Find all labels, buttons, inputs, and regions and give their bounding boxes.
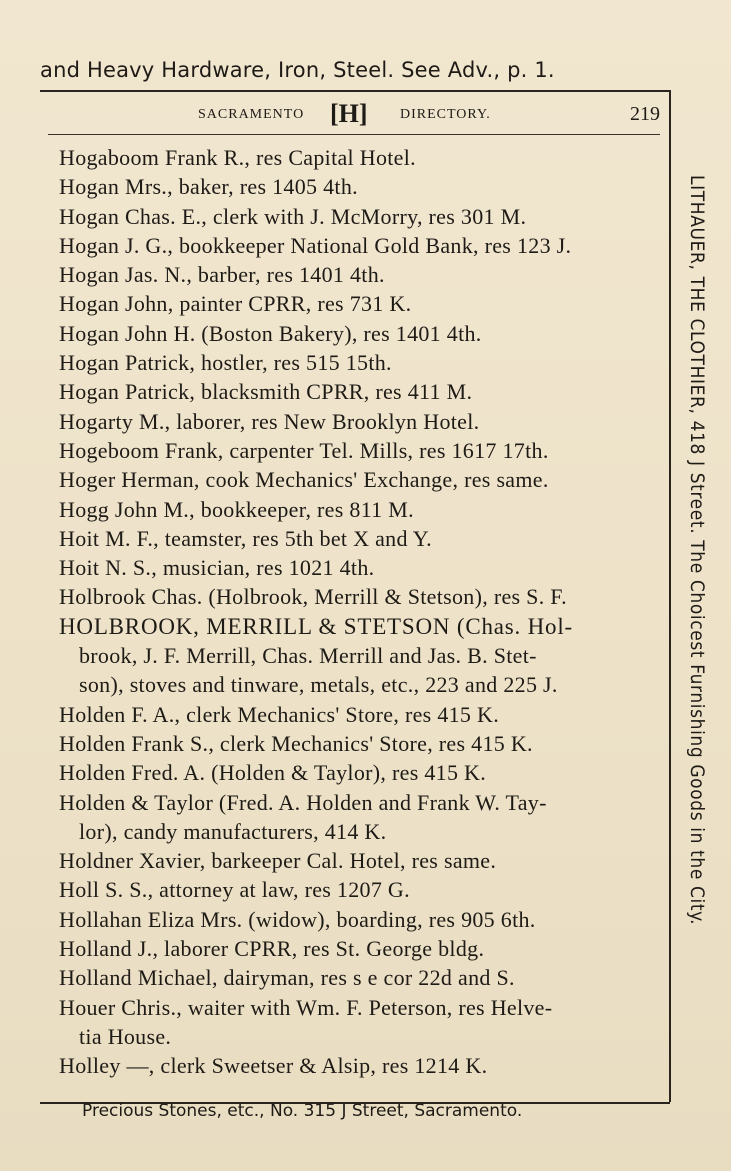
directory-entry: Hogan Jas. N., barber, res 1401 4th. [59, 262, 385, 288]
directory-entry: Hogaboom Frank R., res Capital Hotel. [59, 145, 416, 170]
directory-entry-firm: HOLBROOK, MERRILL & STETSON (Chas. Hol- [59, 613, 573, 639]
directory-entry: Holden F. A., clerk Mechanics' Store, res 415 K. [59, 701, 500, 727]
directory-entry: Holdner Xavier, barkeeper Cal. Hotel, res same. [59, 848, 497, 874]
directory-entry: Hogan Patrick, blacksmith CPRR, res 411 M. [59, 379, 473, 405]
directory-entry: Holbrook Chas. (Holbrook, Merrill & Stetson), res S. F. [59, 584, 567, 610]
directory-entry-continuation: son), stoves and tinware, metals, etc., 223 and 225 J. [79, 672, 558, 698]
directory-entry: Holland Michael, dairyman, res s e cor 22d and S. [59, 965, 515, 991]
directory-entry: Holley —, clerk Sweetser & Alsip, res 1214 K. [59, 1053, 488, 1079]
directory-entry: Hogan Mrs., baker, res 1405 4th. [59, 174, 358, 200]
page-number: 219 [630, 103, 660, 125]
bottom-advertisement: Precious Stones, etc., No. 315 J Street, Sacramento. [82, 1101, 523, 1121]
directory-entry-continuation: brook, J. F. Merrill, Chas. Merrill and Jas. B. Stet- [79, 643, 537, 669]
directory-entry: Hogarty M., laborer, res New Brooklyn Hotel. [59, 408, 480, 434]
directory-entry: Hogan John H. (Boston Bakery), res 1401 4th. [59, 320, 482, 346]
directory-entry: Hollahan Eliza Mrs. (widow), boarding, res 905 6th. [59, 906, 536, 932]
directory-entry: Hogan J. G., bookkeeper National Gold Bank, res 123 J. [59, 232, 572, 258]
running-head-title: DIRECTORY. [400, 107, 491, 122]
running-head-letter: [H] [330, 99, 368, 128]
directory-entry: Holden & Taylor (Fred. A. Holden and Frank W. Tay- [59, 789, 547, 815]
directory-entry: Hogan John, painter CPRR, res 731 K. [59, 291, 412, 317]
margin-advertisement: LITHAUER, THE CLOTHIER, 418 J Street. The Choicest Furnishing Goods in the City. [686, 175, 708, 926]
side-rule [669, 90, 671, 1102]
running-head-city: SACRAMENTO [198, 107, 305, 122]
directory-entry-continuation: lor), candy manufacturers, 414 K. [79, 818, 387, 844]
directory-entry: Holden Fred. A. (Holden & Taylor), res 415 K. [59, 760, 487, 786]
directory-entry: Holl S. S., attorney at law, res 1207 G. [59, 877, 410, 903]
directory-entry: Hogan Patrick, hostler, res 515 15th. [59, 350, 392, 376]
directory-entry: Holden Frank S., clerk Mechanics' Store, res 415 K. [59, 730, 533, 756]
directory-entry: Holland J., laborer CPRR, res St. George bldg. [59, 936, 485, 962]
directory-entry: Hoit N. S., musician, res 1021 4th. [59, 555, 375, 581]
directory-entry: Houer Chris., waiter with Wm. F. Peterson, res Helve- [59, 994, 553, 1020]
directory-entries [59, 143, 657, 1081]
directory-entry: Hoger Herman, cook Mechanics' Exchange, res same. [59, 467, 549, 493]
directory-entry-continuation: tia House. [79, 1023, 172, 1049]
directory-entry: Hoit M. F., teamster, res 5th bet X and Y. [59, 525, 432, 551]
top-advertisement: and Heavy Hardware, Iron, Steel. See Adv., p. 1. [40, 58, 555, 82]
directory-entry: Hogan Chas. E., clerk with J. McMorry, res 301 M. [59, 203, 527, 229]
directory-entry: Hogg John M., bookkeeper, res 811 M. [59, 496, 414, 522]
running-head-rule [48, 134, 660, 135]
running-head [48, 101, 660, 131]
directory-entry: Hogeboom Frank, carpenter Tel. Mills, res 1617 17th. [59, 437, 549, 463]
